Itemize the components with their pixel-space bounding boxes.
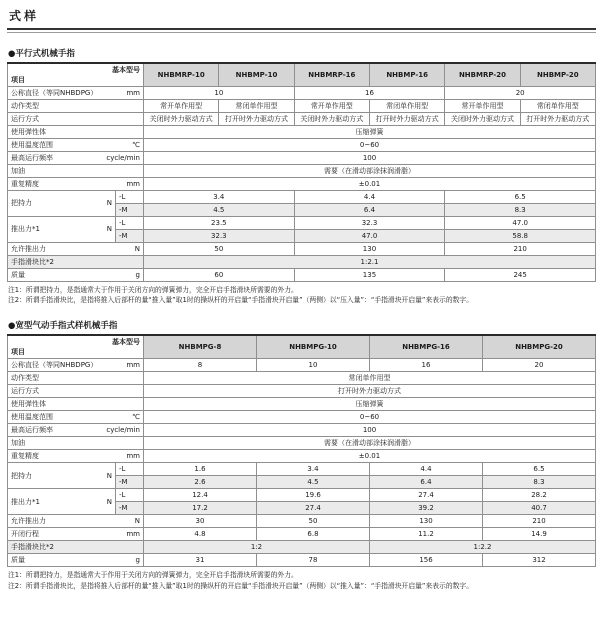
unit-label: N <box>106 497 112 506</box>
table-row <box>8 178 596 191</box>
item-label: 公称直径（等同NHBDPG） <box>11 361 98 370</box>
item-label: 手指滑块比*2 <box>11 543 54 552</box>
unit-label: cycle/min <box>106 153 140 162</box>
model-header: NHBMPG-10 <box>257 335 370 359</box>
value-cell: 4.4 <box>294 191 445 204</box>
value-cell: 14.9 <box>483 528 596 541</box>
item-cell <box>8 450 144 463</box>
value-cell: 常闭单作用型 <box>219 100 294 113</box>
table-row <box>8 385 596 398</box>
unit-label: ℃ <box>132 140 140 149</box>
item-cell <box>8 411 144 424</box>
value-cell: 40.7 <box>483 502 596 515</box>
value-cell: 1:2.1 <box>144 256 596 269</box>
table-row <box>8 165 596 178</box>
value-cell: 常开单作用型 <box>144 100 219 113</box>
value-cell: 3.4 <box>257 463 370 476</box>
value-cell: 8.3 <box>483 476 596 489</box>
sub-type-cell: -M <box>116 230 144 243</box>
item-label: 质量 <box>11 556 25 565</box>
value-cell: 32.3 <box>144 230 295 243</box>
unit-label: N <box>134 244 140 253</box>
item-label: 把持力 <box>11 471 32 480</box>
table-corner-cell <box>8 335 144 359</box>
unit-label: cycle/min <box>106 426 140 435</box>
value-cell: 4.5 <box>257 476 370 489</box>
value-cell: 27.4 <box>370 489 483 502</box>
value-cell: 1.6 <box>144 463 257 476</box>
item-cell <box>8 178 144 191</box>
item-cell <box>8 87 144 100</box>
value-cell: 17.2 <box>144 502 257 515</box>
item-cell <box>8 541 144 554</box>
item-cell <box>8 243 144 256</box>
item-label: 允许推出力 <box>11 517 46 526</box>
value-cell: 23.5 <box>144 217 295 230</box>
table-corner-cell <box>8 63 144 87</box>
notes-parallel <box>7 285 596 305</box>
table-row <box>8 463 596 476</box>
value-cell: 打开时外力驱动方式 <box>144 385 596 398</box>
value-cell: ±0.01 <box>144 178 596 191</box>
corner-model-label: 基本型号 <box>112 337 140 346</box>
item-cell <box>8 139 144 152</box>
value-cell: 6.4 <box>370 476 483 489</box>
value-cell: 常闭单作用型 <box>369 100 444 113</box>
spec-table-wide <box>7 334 596 567</box>
value-cell: 78 <box>257 554 370 567</box>
table-row <box>8 515 596 528</box>
sub-type-cell: -L <box>116 489 144 502</box>
value-cell: 1:2 <box>144 541 370 554</box>
unit-label: N <box>106 225 112 234</box>
value-cell: 30 <box>144 515 257 528</box>
footnote: 注1：所谓把持力，是指通常大于作用于关闭方向的弹簧弹力，完全开启手指滑块所需要的外力。 <box>8 286 298 294</box>
table-row <box>8 269 596 282</box>
table-row <box>8 126 596 139</box>
item-label: 质量 <box>11 270 25 279</box>
value-cell: 100 <box>144 152 596 165</box>
item-cell <box>8 372 144 385</box>
value-cell: 4.5 <box>144 204 295 217</box>
item-cell <box>8 554 144 567</box>
value-cell: 常闭单作用型 <box>144 372 596 385</box>
item-label: 重复精度 <box>11 452 39 461</box>
table-row <box>8 372 596 385</box>
item-label: 允许推出力 <box>11 244 46 253</box>
item-cell <box>8 359 144 372</box>
wide-fingers-section <box>7 319 596 590</box>
item-cell <box>8 100 144 113</box>
section-title-parallel: ●平行式机械手指 <box>8 49 75 59</box>
value-cell: 312 <box>483 554 596 567</box>
item-label: 动作类型 <box>11 101 39 110</box>
unit-label: mm <box>126 530 140 539</box>
value-cell: 135 <box>294 269 445 282</box>
model-header: NHBMP-16 <box>369 63 444 87</box>
item-cell <box>8 398 144 411</box>
value-cell: 11.2 <box>370 528 483 541</box>
item-label: 公称直径（等同NHBDPG） <box>11 88 98 97</box>
value-cell: 8.3 <box>445 204 596 217</box>
value-cell: 210 <box>483 515 596 528</box>
item-cell <box>8 126 144 139</box>
item-label: 加油 <box>11 439 25 448</box>
table-row <box>8 450 596 463</box>
item-cell <box>8 437 144 450</box>
value-cell: 19.6 <box>257 489 370 502</box>
item-label: 开闭行程 <box>11 530 39 539</box>
item-label: 最高运行频率 <box>11 426 53 435</box>
value-cell: 12.4 <box>144 489 257 502</box>
corner-item-label: 项目 <box>11 348 25 357</box>
table-row <box>8 256 596 269</box>
table-row <box>8 113 596 126</box>
table-row <box>8 489 596 502</box>
item-cell <box>8 191 116 217</box>
item-cell <box>8 385 144 398</box>
table-row <box>8 152 596 165</box>
value-cell: 47.0 <box>294 230 445 243</box>
model-header: NHBMRP-16 <box>294 63 369 87</box>
unit-label: g <box>135 556 140 565</box>
value-cell: 6.5 <box>483 463 596 476</box>
item-label: 使用弹性体 <box>11 400 46 409</box>
sub-type-cell: -M <box>116 476 144 489</box>
corner-model-label: 基本型号 <box>112 65 140 74</box>
sub-type-cell: -L <box>116 191 144 204</box>
value-cell: 58.8 <box>445 230 596 243</box>
item-cell <box>8 515 144 528</box>
item-cell <box>8 217 116 243</box>
item-label: 重复精度 <box>11 179 39 188</box>
value-cell: 1:2.2 <box>370 541 596 554</box>
value-cell: 压缩弹簧 <box>144 398 596 411</box>
parallel-fingers-section <box>7 47 596 305</box>
table-row <box>8 541 596 554</box>
value-cell: 3.4 <box>144 191 295 204</box>
sub-type-cell: -L <box>116 463 144 476</box>
item-cell <box>8 424 144 437</box>
value-cell: 需要（在滑动部涂抹润滑脂） <box>144 165 596 178</box>
table-row <box>8 437 596 450</box>
value-cell: 打开时外力驱动方式 <box>369 113 444 126</box>
sub-type-cell: -M <box>116 502 144 515</box>
value-cell: 20 <box>483 359 596 372</box>
value-cell: 16 <box>370 359 483 372</box>
item-label: 使用弹性体 <box>11 127 46 136</box>
value-cell: ±0.01 <box>144 450 596 463</box>
value-cell: 60 <box>144 269 295 282</box>
value-cell: 245 <box>445 269 596 282</box>
item-label: 推出力*1 <box>11 497 40 506</box>
item-cell <box>8 113 144 126</box>
model-header: NHBMPG-16 <box>370 335 483 359</box>
model-header: NHBMRP-10 <box>144 63 219 87</box>
table-row <box>8 359 596 372</box>
value-cell: 需要（在滑动部涂抹润滑脂） <box>144 437 596 450</box>
model-header: NHBMPG-20 <box>483 335 596 359</box>
table-row <box>8 191 596 204</box>
value-cell: 6.8 <box>257 528 370 541</box>
item-label: 动作类型 <box>11 374 39 383</box>
item-label: 手指滑块比*2 <box>11 257 54 266</box>
value-cell: 50 <box>144 243 295 256</box>
table-row <box>8 243 596 256</box>
value-cell: 156 <box>370 554 483 567</box>
unit-label: mm <box>126 179 140 188</box>
value-cell: 10 <box>257 359 370 372</box>
table-row <box>8 139 596 152</box>
item-cell <box>8 165 144 178</box>
model-header: NHBMRP-20 <box>445 63 520 87</box>
value-cell: 130 <box>294 243 445 256</box>
item-label: 运行方式 <box>11 387 39 396</box>
unit-label: mm <box>126 361 140 370</box>
value-cell: 0~60 <box>144 411 596 424</box>
item-label: 使用温度范围 <box>11 140 53 149</box>
footnote: 注2：所谓手指滑块比，是指将推入后部杆的量“推入量”取1时的操纵杆的开启量“手指滑块开启量”（两侧）以“压入量”：“手指滑块开启量”来表示的数字。 <box>8 296 474 305</box>
item-label: 使用温度范围 <box>11 413 53 422</box>
sub-type-cell: -L <box>116 217 144 230</box>
value-cell: 32.3 <box>294 217 445 230</box>
value-cell: 6.4 <box>294 204 445 217</box>
item-label: 最高运行频率 <box>11 153 53 162</box>
unit-label: N <box>106 471 112 480</box>
corner-item-label: 项目 <box>11 76 25 84</box>
value-cell: 31 <box>144 554 257 567</box>
item-cell <box>8 528 144 541</box>
value-cell: 130 <box>370 515 483 528</box>
value-cell: 16 <box>294 87 445 100</box>
title-rule <box>7 28 596 33</box>
table-row <box>8 398 596 411</box>
value-cell: 100 <box>144 424 596 437</box>
value-cell: 39.2 <box>370 502 483 515</box>
sub-type-cell: -M <box>116 204 144 217</box>
table-row <box>8 411 596 424</box>
value-cell: 常开单作用型 <box>294 100 369 113</box>
item-cell <box>8 256 144 269</box>
table-row <box>8 217 596 230</box>
value-cell: 4.8 <box>144 528 257 541</box>
table-row <box>8 554 596 567</box>
value-cell: 常开单作用型 <box>445 100 520 113</box>
value-cell: 0~60 <box>144 139 596 152</box>
table-row <box>8 100 596 113</box>
footnote: 注1：所谓把持力，是指通常大于作用于关闭方向的弹簧弹力，完全开启手指滑块所需要的外力。 <box>8 571 298 580</box>
item-cell <box>8 489 116 515</box>
unit-label: ℃ <box>132 413 140 422</box>
footnote: 注2：所谓手指滑块比，是指将推入后部杆的量“推入量”取1时的操纵杆的开启量“手指滑块开启量”（两侧）以“推入量”：“手指滑块开启量”来表示的数字。 <box>8 581 474 590</box>
value-cell: 6.5 <box>445 191 596 204</box>
spec-table-parallel <box>7 62 596 282</box>
value-cell: 27.4 <box>257 502 370 515</box>
value-cell: 4.4 <box>370 463 483 476</box>
item-label: 加油 <box>11 166 25 175</box>
value-cell: 2.6 <box>144 476 257 489</box>
item-label: 推出力*1 <box>11 225 40 234</box>
value-cell: 50 <box>257 515 370 528</box>
value-cell: 10 <box>144 87 295 100</box>
value-cell: 28.2 <box>483 489 596 502</box>
unit-label: N <box>134 517 140 526</box>
table-row <box>8 87 596 100</box>
value-cell: 关闭时外力驱动方式 <box>144 113 219 126</box>
item-label: 运行方式 <box>11 114 39 123</box>
unit-label: g <box>135 270 140 279</box>
table-row <box>8 424 596 437</box>
value-cell: 8 <box>144 359 257 372</box>
value-cell: 常闭单作用型 <box>520 100 595 113</box>
unit-label: N <box>106 199 112 208</box>
value-cell: 20 <box>445 87 596 100</box>
value-cell: 关闭时外力驱动方式 <box>294 113 369 126</box>
table-row <box>8 528 596 541</box>
value-cell: 47.0 <box>445 217 596 230</box>
notes-wide <box>7 570 596 590</box>
section-title-wide: ●宽型气动手指式样机械手指 <box>8 321 118 332</box>
value-cell: 打开时外力驱动方式 <box>520 113 595 126</box>
value-cell: 压缩弹簧 <box>144 126 596 139</box>
model-header: NHBMP-10 <box>219 63 294 87</box>
model-header: NHBMP-20 <box>520 63 595 87</box>
value-cell: 210 <box>445 243 596 256</box>
unit-label: mm <box>126 452 140 461</box>
unit-label: mm <box>126 88 140 97</box>
item-cell <box>8 152 144 165</box>
model-header: NHBMPG-8 <box>144 335 257 359</box>
value-cell: 打开时外力驱动方式 <box>219 113 294 126</box>
item-cell <box>8 463 116 489</box>
page-title: 式样 <box>9 9 40 23</box>
item-cell <box>8 269 144 282</box>
item-label: 把持力 <box>11 199 32 208</box>
value-cell: 关闭时外力驱动方式 <box>445 113 520 126</box>
